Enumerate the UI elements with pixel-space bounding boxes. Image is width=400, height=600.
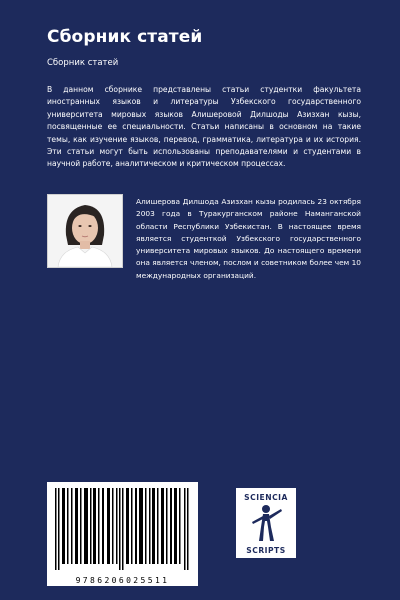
book-description: В данном сборнике представлены статьи студентки факультета иностранных языков и литературы Узбекского государственного университета мировых языков Алишеровой Дилшоды Азизхан кызы, посвященные ее специальности. Статьи написаны в основном на такие темы, как изучение языков, перевод, грамматика, литература и их история. Эти статьи могут быть использованы преподавателями и студентами в научной работе, аналитическом и критическом процессах. xyxy=(47,85,361,169)
author-portrait-icon xyxy=(48,195,122,267)
publisher-logo-top-text: SCIENCIA xyxy=(244,493,288,502)
isbn-number: 9786206025511 xyxy=(75,576,170,585)
cover-subtitle: Сборник статей xyxy=(47,58,119,68)
cover-title: Сборник статей xyxy=(47,27,203,47)
author-photo xyxy=(47,194,123,268)
author-bio: Алишерова Дилшода Азизхан кызы родилась 23 октября 2003 года в Туракурганском районе Наманганской области Республики Узбекистан. В настоящее время является студенткой Узбекского государственного университета мировых языков. До настоящего времени она является членом, послом и советником более чем 10 международных организаций. xyxy=(136,197,361,280)
isbn-barcode xyxy=(47,482,198,586)
publisher-logo-bottom-text: SCRIPTS xyxy=(246,546,286,555)
barcode-icon xyxy=(55,488,190,570)
publisher-logo xyxy=(236,488,296,558)
scholar-figure-icon xyxy=(250,503,282,545)
